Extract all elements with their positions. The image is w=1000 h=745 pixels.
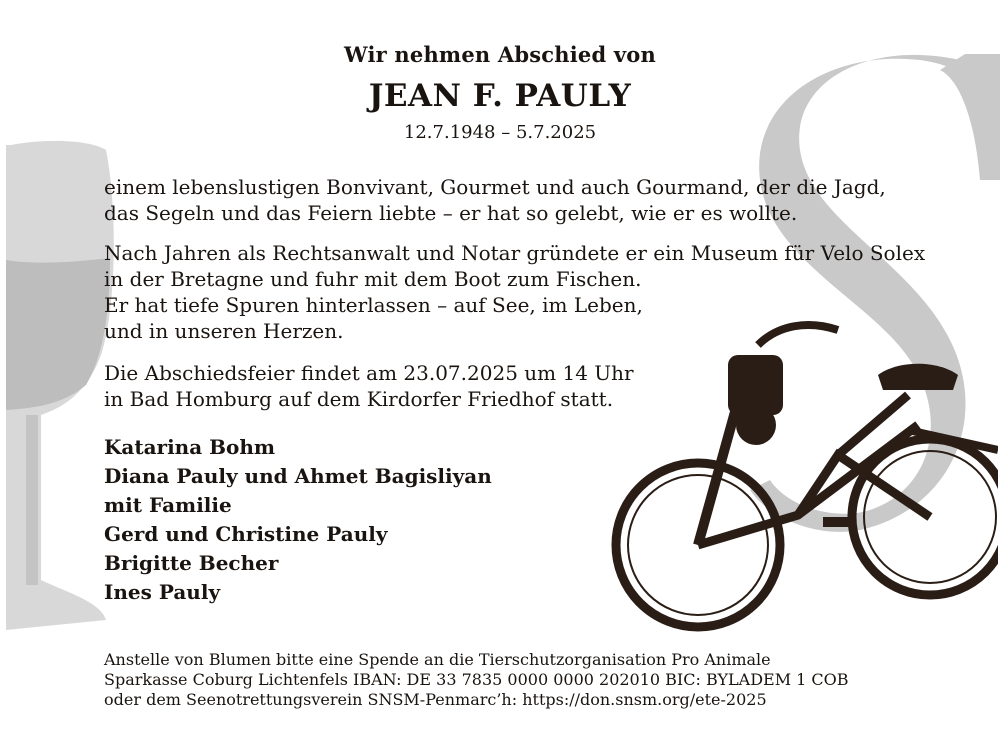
text-line: in Bad Homburg auf dem Kirdorfer Friedhof statt. [104,387,614,411]
bank-details-line: Sparkasse Coburg Lichtenfels IBAN: DE 33 7835 0000 0000 202010 BIC: BYLADEM 1 COB [104,670,849,689]
biography-paragraph [104,240,925,344]
text-line: und in unseren Herzen. [104,319,344,343]
deceased-name: JEAN F. PAULY [368,78,632,114]
life-dates: 12.7.1948 – 5.7.2025 [403,122,597,143]
donation-link-line: oder dem Seenotrettungsverein SNSM-Penmarc’h: https://don.snsm.org/ete-2025 [104,690,767,709]
text-line: Die Abschiedsfeier findet am 23.07.2025 um 14 Uhr [104,361,634,385]
donation-line: Anstelle von Blumen bitte eine Spende an die Tierschutzorganisation Pro Animale [104,650,771,669]
text-line: das Segeln und das Feiern liebte – er hat so gelebt, wie er es wollte. [104,201,798,225]
solex-moped-icon [608,305,998,635]
tribute-paragraph [104,174,886,226]
ceremony-paragraph [104,360,634,412]
mourners-list [104,433,492,607]
mourner-name: Gerd und Christine Pauly [104,522,388,546]
mourner-name: Ines Pauly [104,580,221,604]
text-line: Nach Jahren als Rechtsanwalt und Notar gründete er ein Museum für Velo Solex [104,241,926,265]
text-line: in der Bretagne und fuhr mit dem Boot zum Fischen. [104,267,642,291]
mourner-name: Diana Pauly und Ahmet Bagisliyan [104,464,492,488]
mourner-name: mit Familie [104,493,232,517]
intro-heading: Wir nehmen Abschied von [344,42,656,67]
mourner-name: Katarina Bohm [104,435,276,459]
text-line: Er hat tiefe Spuren hinterlassen – auf See, im Leben, [104,293,643,317]
mourner-name: Brigitte Becher [104,551,279,575]
text-line: einem lebenslustigen Bonvivant, Gourmet und auch Gourmand, der die Jagd, [104,175,886,199]
donation-note [104,650,849,710]
